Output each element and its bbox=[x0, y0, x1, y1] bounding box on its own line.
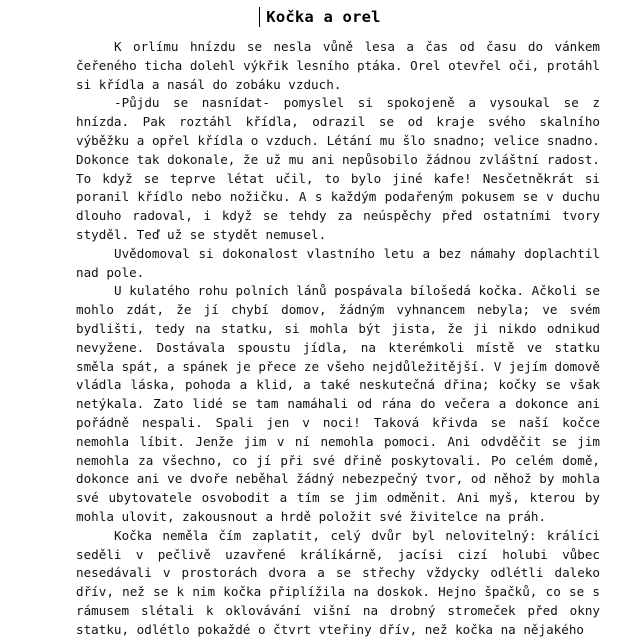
body-text bbox=[76, 38, 600, 640]
paragraph-2: -Půjdu se nasnídat- pomyslel si spokojeně a vysoukal se z hnízda. Pak roztáhl křídla, odrazil se od kraje svého skalního výběžku a opřel křídla o vzduch. Létání mu šlo snadno; velice snadno. Dokonce tak dokonale, že už mu ani nepůsobilo žádnou zvláštní radost. To když se teprve létat učil, to bylo jiné kafe! Nesčetněkrát si poranil křídlo nebo nožičku. A s každým podařeným pokusem se v duchu dlouho radoval, i když se tehdy za neúspěchy před ostatními tvory styděl. Teď už se stydět nemusel. bbox=[76, 95, 600, 242]
text-cursor bbox=[259, 7, 260, 27]
title-bar bbox=[0, 6, 640, 30]
page-title: Kočka a orel bbox=[266, 7, 381, 26]
paragraph-5: Kočka neměla čím zaplatit, celý dvůr byl nelovitelný: králíci seděli v pečlivě uzavřené králíkárně, jacísi cizí holubi vůbec nesedávali v prostorách dvora a se střechy vždycky odlétli daleko dřív, než se k nim kočka připlížila na doskok. Hejno špačků, co se s rámusem slétali k oklovávání višní na drobný stromeček před okny statku, odlétlo pokaždé o čtvrt vteřiny dřív, než kočka na nějakého bbox=[76, 527, 600, 637]
paragraph-3: Uvědomoval si dokonalost vlastního letu a bez námahy doplachtil nad pole. bbox=[76, 245, 600, 280]
paragraph-1: K orlímu hnízdu se nesla vůně lesa a čas od času do vánkem čeřeného ticha dolehl výkřik lesního ptáka. Orel otevřel oči, protáhl si křídla a nasál do zobáku vzduch. bbox=[76, 39, 600, 92]
paragraph-4: U kulatého rohu polních lánů pospávala bílošedá kočka. Ačkoli se mohlo zdát, že jí chybí domov, žádným vyhnancem nebyla; ve svém bydlišti, tedy na statku, si mohla být jista, že ji nikdo odnikud nevyžene. Dostávala spoustu jídla, na kterémkoli místě ve statku směla spát, a spánek je přece ze všeho nejdůležitější. V jejím domově vládla láska, pohoda a klid, a také neskutečná dřina; kočky se však netýkala. Zato lidé se tam namáhali od rána do večera a dokonce ani pořádně nespali. Spali jen v noci! Taková křivda se naší kočce nemohla líbit. Jenže jim v ní nemohla pomoci. Ani odvděčit se jim nemohla za všechno, co jí při své dřině poskytovali. Po celém domě, dokonce ani ve dvoře neběhal žádný nebezpečný tvor, od něhož by mohla své ubytovatele osvobodit a tím se jim odměnit. Ani myš, kterou by mohla ulovit, zakousnout a hrdě položit své živitelce na práh. bbox=[76, 283, 600, 524]
